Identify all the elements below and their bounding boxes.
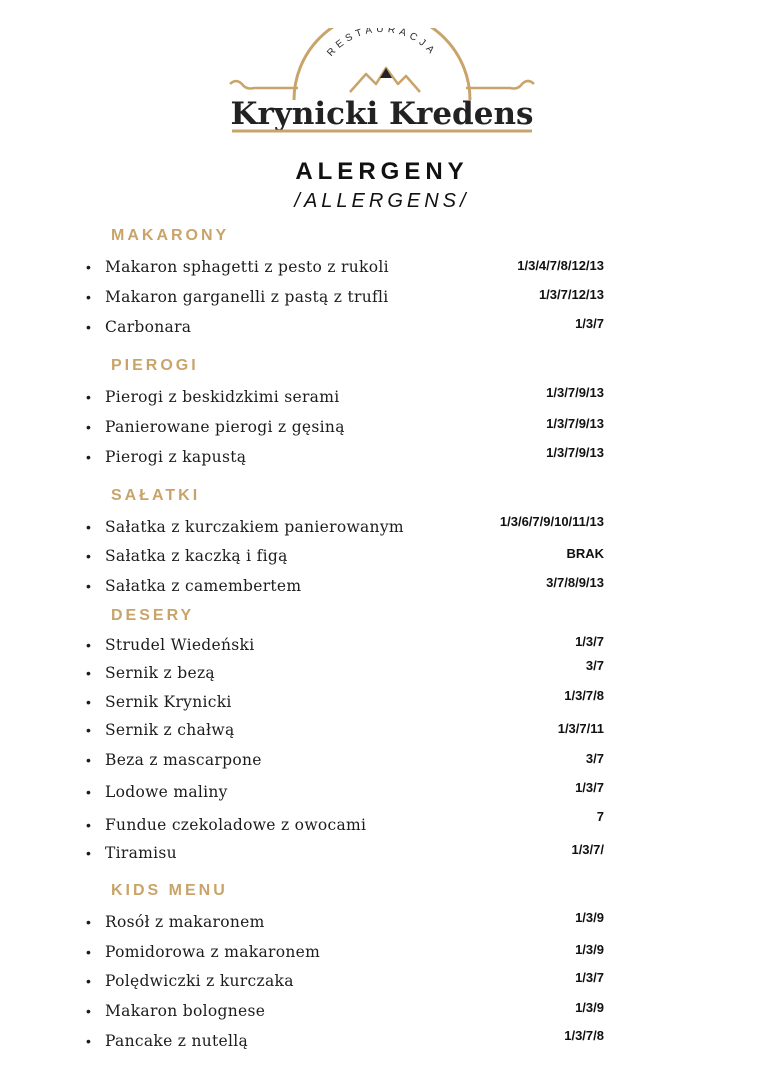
allergen-codes: 1/3/7/8 bbox=[564, 1028, 604, 1043]
menu-item-name: Pierogi z beskidzkimi serami bbox=[105, 388, 340, 406]
bullet-icon: • bbox=[86, 519, 92, 535]
logo-name: Krynicki Kredens bbox=[230, 96, 534, 132]
menu-item-name: Sałatka z camembertem bbox=[105, 577, 302, 595]
menu-item-name: Strudel Wiedeński bbox=[105, 636, 255, 654]
bullet-icon: • bbox=[86, 944, 92, 960]
menu-item-name: Panierowane pierogi z gęsiną bbox=[105, 418, 345, 436]
allergen-codes: 1/3/7/ bbox=[571, 842, 604, 857]
allergen-codes: 1/3/4/7/8/12/13 bbox=[517, 258, 604, 273]
menu-item-name: Sernik z chałwą bbox=[105, 721, 235, 739]
bullet-icon: • bbox=[86, 449, 92, 465]
allergen-codes: 1/3/7 bbox=[575, 970, 604, 985]
menu-item-name: Tiramisu bbox=[105, 844, 177, 862]
bullet-icon: • bbox=[86, 1033, 92, 1049]
bullet-icon: • bbox=[86, 578, 92, 594]
bullet-icon: • bbox=[86, 973, 92, 989]
bullet-icon: • bbox=[86, 665, 92, 681]
allergen-codes: 7 bbox=[596, 809, 604, 824]
allergen-codes: 1/3/7 bbox=[575, 780, 604, 795]
menu-item-name: Polędwiczki z kurczaka bbox=[105, 972, 294, 990]
menu-item-name: Sałatka z kurczakiem panierowanym bbox=[105, 518, 404, 536]
bullet-icon: • bbox=[86, 817, 92, 833]
menu-item-name: Lodowe maliny bbox=[105, 783, 228, 801]
section-title: MAKARONY bbox=[111, 227, 230, 244]
menu-item-name: Pierogi z kapustą bbox=[105, 448, 247, 466]
bullet-icon: • bbox=[86, 1003, 92, 1019]
bullet-icon: • bbox=[86, 784, 92, 800]
menu-item-name: Sernik z bezą bbox=[105, 664, 215, 682]
bullet-icon: • bbox=[86, 419, 92, 435]
bullet-icon: • bbox=[86, 259, 92, 275]
menu-item-name: Rosół z makaronem bbox=[105, 913, 265, 931]
logo-arc-text: RESTAURACJA bbox=[325, 28, 439, 59]
allergen-codes: 1/3/9 bbox=[575, 910, 604, 925]
bullet-icon: • bbox=[86, 845, 92, 861]
bullet-icon: • bbox=[86, 389, 92, 405]
menu-item-name: Beza z mascarpone bbox=[105, 751, 262, 769]
allergen-codes: 1/3/7/11 bbox=[557, 721, 604, 736]
bullet-icon: • bbox=[86, 289, 92, 305]
allergen-codes: 1/3/7/9/13 bbox=[546, 385, 604, 400]
allergen-codes: 1/3/7/12/13 bbox=[538, 287, 604, 302]
menu-item-name: Pomidorowa z makaronem bbox=[105, 943, 321, 961]
allergen-codes: 1/3/7/9/13 bbox=[546, 416, 604, 431]
allergen-codes: 3/7/8/9/13 bbox=[546, 575, 604, 590]
section-title: KIDS MENU bbox=[111, 882, 228, 899]
allergen-codes: 3/7 bbox=[585, 751, 604, 766]
page-subtitle: /ALLERGENS/ bbox=[294, 190, 470, 212]
allergen-codes: 1/3/6/7/9/10/11/13 bbox=[499, 514, 604, 529]
section-title: DESERY bbox=[111, 607, 195, 624]
allergen-codes: 1/3/7 bbox=[575, 634, 604, 649]
menu-item-name: Makaron sphagetti z pesto z rukoli bbox=[105, 258, 389, 276]
svg-text:RESTAURACJA bbox=[325, 28, 438, 59]
allergen-codes: 1/3/7/8 bbox=[564, 688, 604, 703]
bullet-icon: • bbox=[86, 319, 92, 335]
bullet-icon: • bbox=[86, 548, 92, 564]
bullet-icon: • bbox=[86, 637, 92, 653]
allergen-codes: 1/3/9 bbox=[575, 1000, 604, 1015]
bullet-icon: • bbox=[86, 752, 92, 768]
allergen-codes: BRAK bbox=[566, 546, 604, 561]
allergen-codes: 3/7 bbox=[585, 658, 604, 673]
menu-item-name: Carbonara bbox=[105, 318, 192, 336]
menu-item-name: Pancake z nutellą bbox=[105, 1032, 249, 1050]
bullet-icon: • bbox=[86, 694, 92, 710]
allergen-codes: 1/3/7 bbox=[575, 316, 604, 331]
menu-item-name: Makaron bolognese bbox=[105, 1002, 266, 1020]
restaurant-logo bbox=[226, 28, 538, 140]
menu-item-name: Sernik Krynicki bbox=[105, 693, 232, 711]
allergen-codes: 1/3/7/9/13 bbox=[546, 445, 604, 460]
bullet-icon: • bbox=[86, 914, 92, 930]
allergen-codes: 1/3/9 bbox=[575, 942, 604, 957]
menu-item-name: Sałatka z kaczką i figą bbox=[105, 547, 288, 565]
page-title: ALERGENY bbox=[295, 158, 469, 185]
section-title: SAŁATKI bbox=[111, 487, 201, 504]
menu-item-name: Makaron garganelli z pastą z trufli bbox=[105, 288, 389, 306]
menu-item-name: Fundue czekoladowe z owocami bbox=[105, 816, 367, 834]
bullet-icon: • bbox=[86, 722, 92, 738]
section-title: PIEROGI bbox=[111, 357, 199, 374]
mountain-icon bbox=[350, 68, 420, 92]
